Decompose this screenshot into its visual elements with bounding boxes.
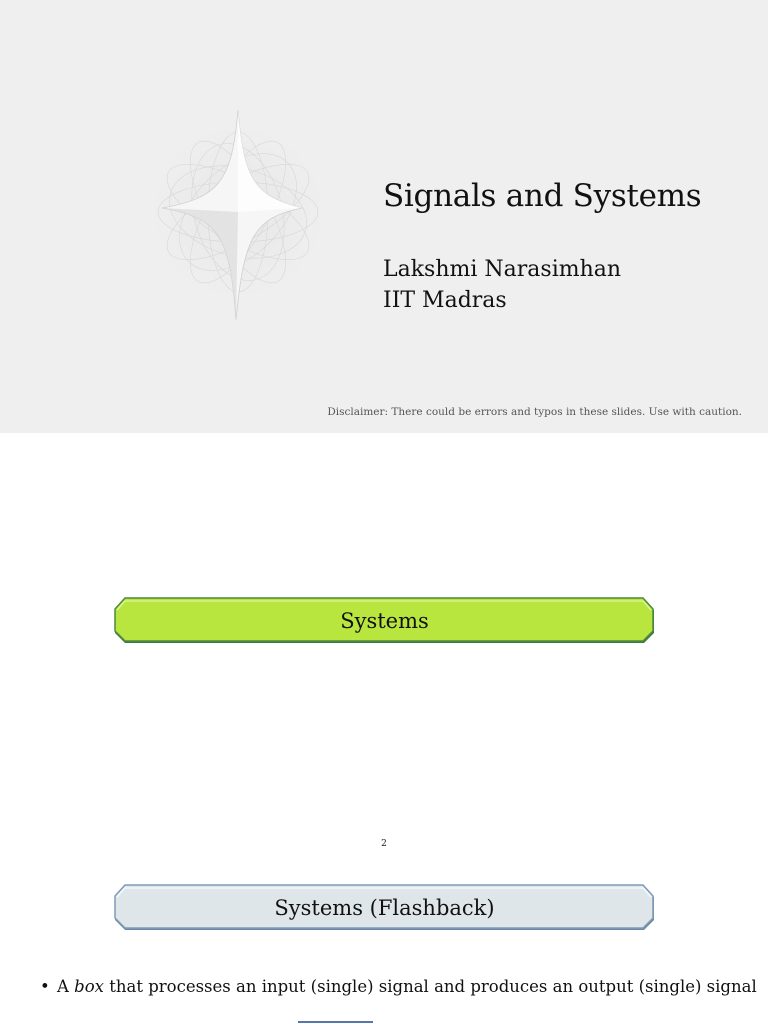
bullet-emphasis: box [74,977,104,996]
author-name: Lakshmi Narasimhan [383,257,622,282]
disclaimer-text: Disclaimer: There could be errors and typos in these slides. Use with caution. [327,406,742,418]
title-slide [0,0,768,433]
presentation-title: Signals and Systems [383,178,702,214]
bullet-prefix: A [57,977,75,996]
author-block [383,254,621,316]
star-sculpture-image [130,100,350,330]
content-heading: Systems (Flashback) [274,896,495,920]
bullet-item [40,977,757,996]
content-heading-banner [113,884,656,932]
section-heading-banner [113,597,656,645]
section-heading: Systems [340,609,429,633]
bullet-marker: • [40,977,50,996]
author-institution: IIT Madras [383,288,507,313]
bullet-suffix: that processes an input (single) signal and produces an output (single) signal [103,977,757,996]
diagram-line-fragment [298,1021,373,1023]
page-number: 2 [381,839,387,849]
